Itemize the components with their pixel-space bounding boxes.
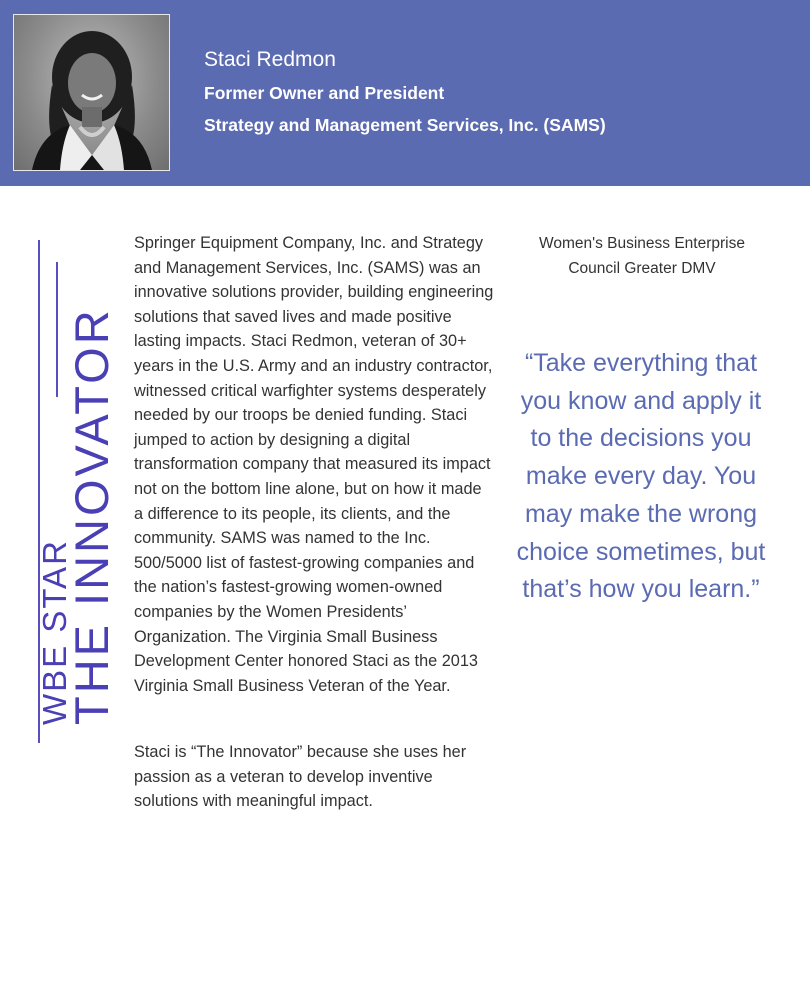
profile-title: Former Owner and President	[204, 83, 445, 103]
vertical-heading	[22, 260, 118, 725]
bio-paragraph: Springer Equipment Company, Inc. and Strategy and Management Services, Inc. (SAMS) was an innovative solutions provider, building engineering solutions that saved lives and made positive lasting impacts. Staci Redmon, veteran of 30+ years in the U.S. Army and an industry contractor, witnessed critical warfighter systems desperately needed by our troops be denied funding. Staci jumped to action by designing a digital transformation company that measured its impact not on the bottom line alone, but on how it made a difference to its people, its clients, and the community. SAMS was named to the Inc. 500/5000 list of fastest-growing companies and the nation’s fastest-growing women-owned companies by the Women Presidents’ Organization. The Virginia Small Business Development Center honored Staci as the 2013 Virginia Small Business Veteran of the Year.	[134, 234, 494, 695]
wbe-star-label: WBE STAR	[36, 539, 73, 725]
organization-name: Women's Business Enterprise Council Greater DMV	[539, 235, 745, 277]
profile-photo	[13, 14, 170, 171]
bio-paragraph: Staci is “The Innovator” because she uses her passion as a veteran to develop inventive solutions with meaningful impact.	[134, 743, 467, 811]
bio-section	[134, 231, 494, 814]
wbe-star-rule	[56, 262, 58, 397]
portrait-image	[14, 15, 169, 170]
the-innovator-label: THE INNOVATOR	[65, 307, 118, 725]
profile-name: Staci Redmon	[204, 48, 336, 71]
pull-quote: “Take everything that you know and apply it to the decisions you make every day. You may make the wrong choice sometimes, but that’s how you learn.”	[516, 349, 766, 604]
profile-company: Strategy and Management Services, Inc. (SAMS)	[204, 115, 606, 135]
profile-header	[0, 0, 810, 186]
